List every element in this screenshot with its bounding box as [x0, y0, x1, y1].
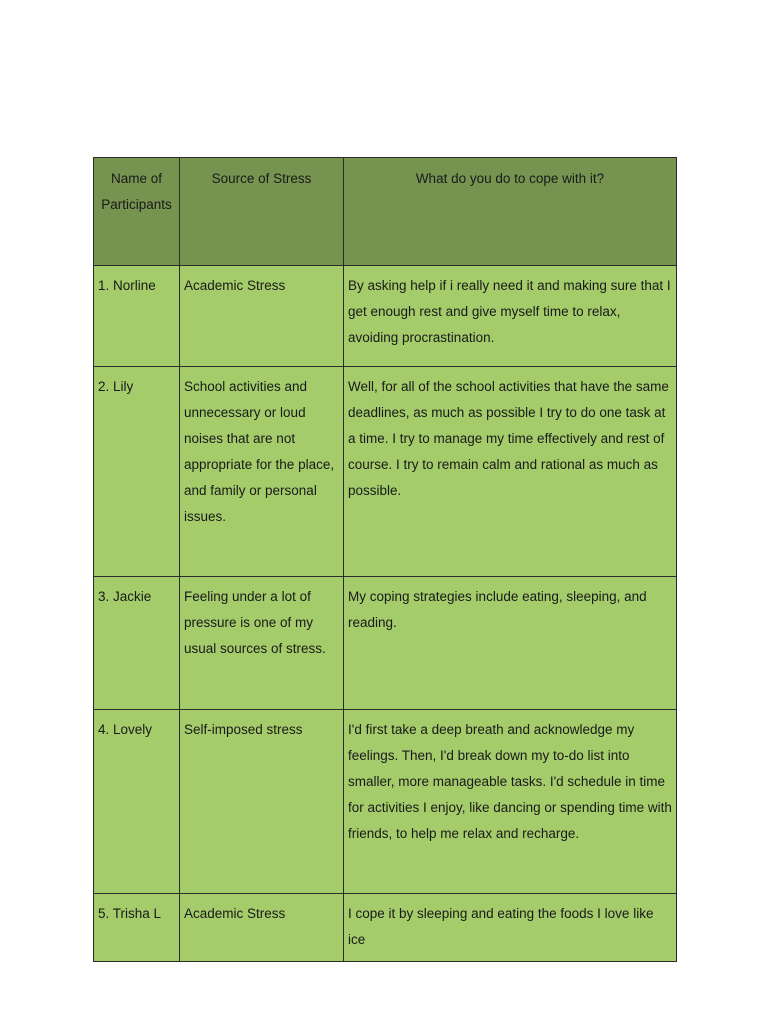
participant-name-cell: 3. Jackie [94, 577, 180, 710]
stress-source-cell: School activities and unnecessary or loud noises that are not appropriate for the place, and family or personal issues. [180, 367, 344, 577]
table-row [94, 367, 677, 577]
participant-name-cell: 1. Norline [94, 266, 180, 367]
header-coping: What do you do to cope with it? [344, 158, 677, 266]
stress-survey-table [93, 157, 677, 962]
coping-strategy-cell: Well, for all of the school activities that have the same deadlines, as much as possible I try to do one task at a time. I try to manage my time effectively and rest of course. I try to remain calm and rational as much as possible. [344, 367, 677, 577]
table-header-row [94, 158, 677, 266]
stress-table-container [93, 157, 676, 947]
participant-name-cell: 5. Trisha L [94, 894, 180, 962]
participant-name-cell: 2. Lily [94, 367, 180, 577]
table-row [94, 710, 677, 894]
coping-strategy-cell: My coping strategies include eating, sleeping, and reading. [344, 577, 677, 710]
table-row [94, 577, 677, 710]
coping-strategy-cell: I cope it by sleeping and eating the foods I love like ice [344, 894, 677, 962]
coping-strategy-cell: By asking help if i really need it and making sure that I get enough rest and give myself time to relax, avoiding procrastination. [344, 266, 677, 367]
header-source-of-stress: Source of Stress [180, 158, 344, 266]
header-name-of-participants: Name of Participants [94, 158, 180, 266]
table-row [94, 266, 677, 367]
table-row [94, 894, 677, 962]
stress-source-cell: Academic Stress [180, 894, 344, 962]
coping-strategy-cell: I'd first take a deep breath and acknowledge my feelings. Then, I'd break down my to-do list into smaller, more manageable tasks. I'd schedule in time for activities I enjoy, like dancing or spending time with friends, to help me relax and recharge. [344, 710, 677, 894]
stress-source-cell: Feeling under a lot of pressure is one of my usual sources of stress. [180, 577, 344, 710]
stress-source-cell: Self-imposed stress [180, 710, 344, 894]
stress-source-cell: Academic Stress [180, 266, 344, 367]
participant-name-cell: 4. Lovely [94, 710, 180, 894]
